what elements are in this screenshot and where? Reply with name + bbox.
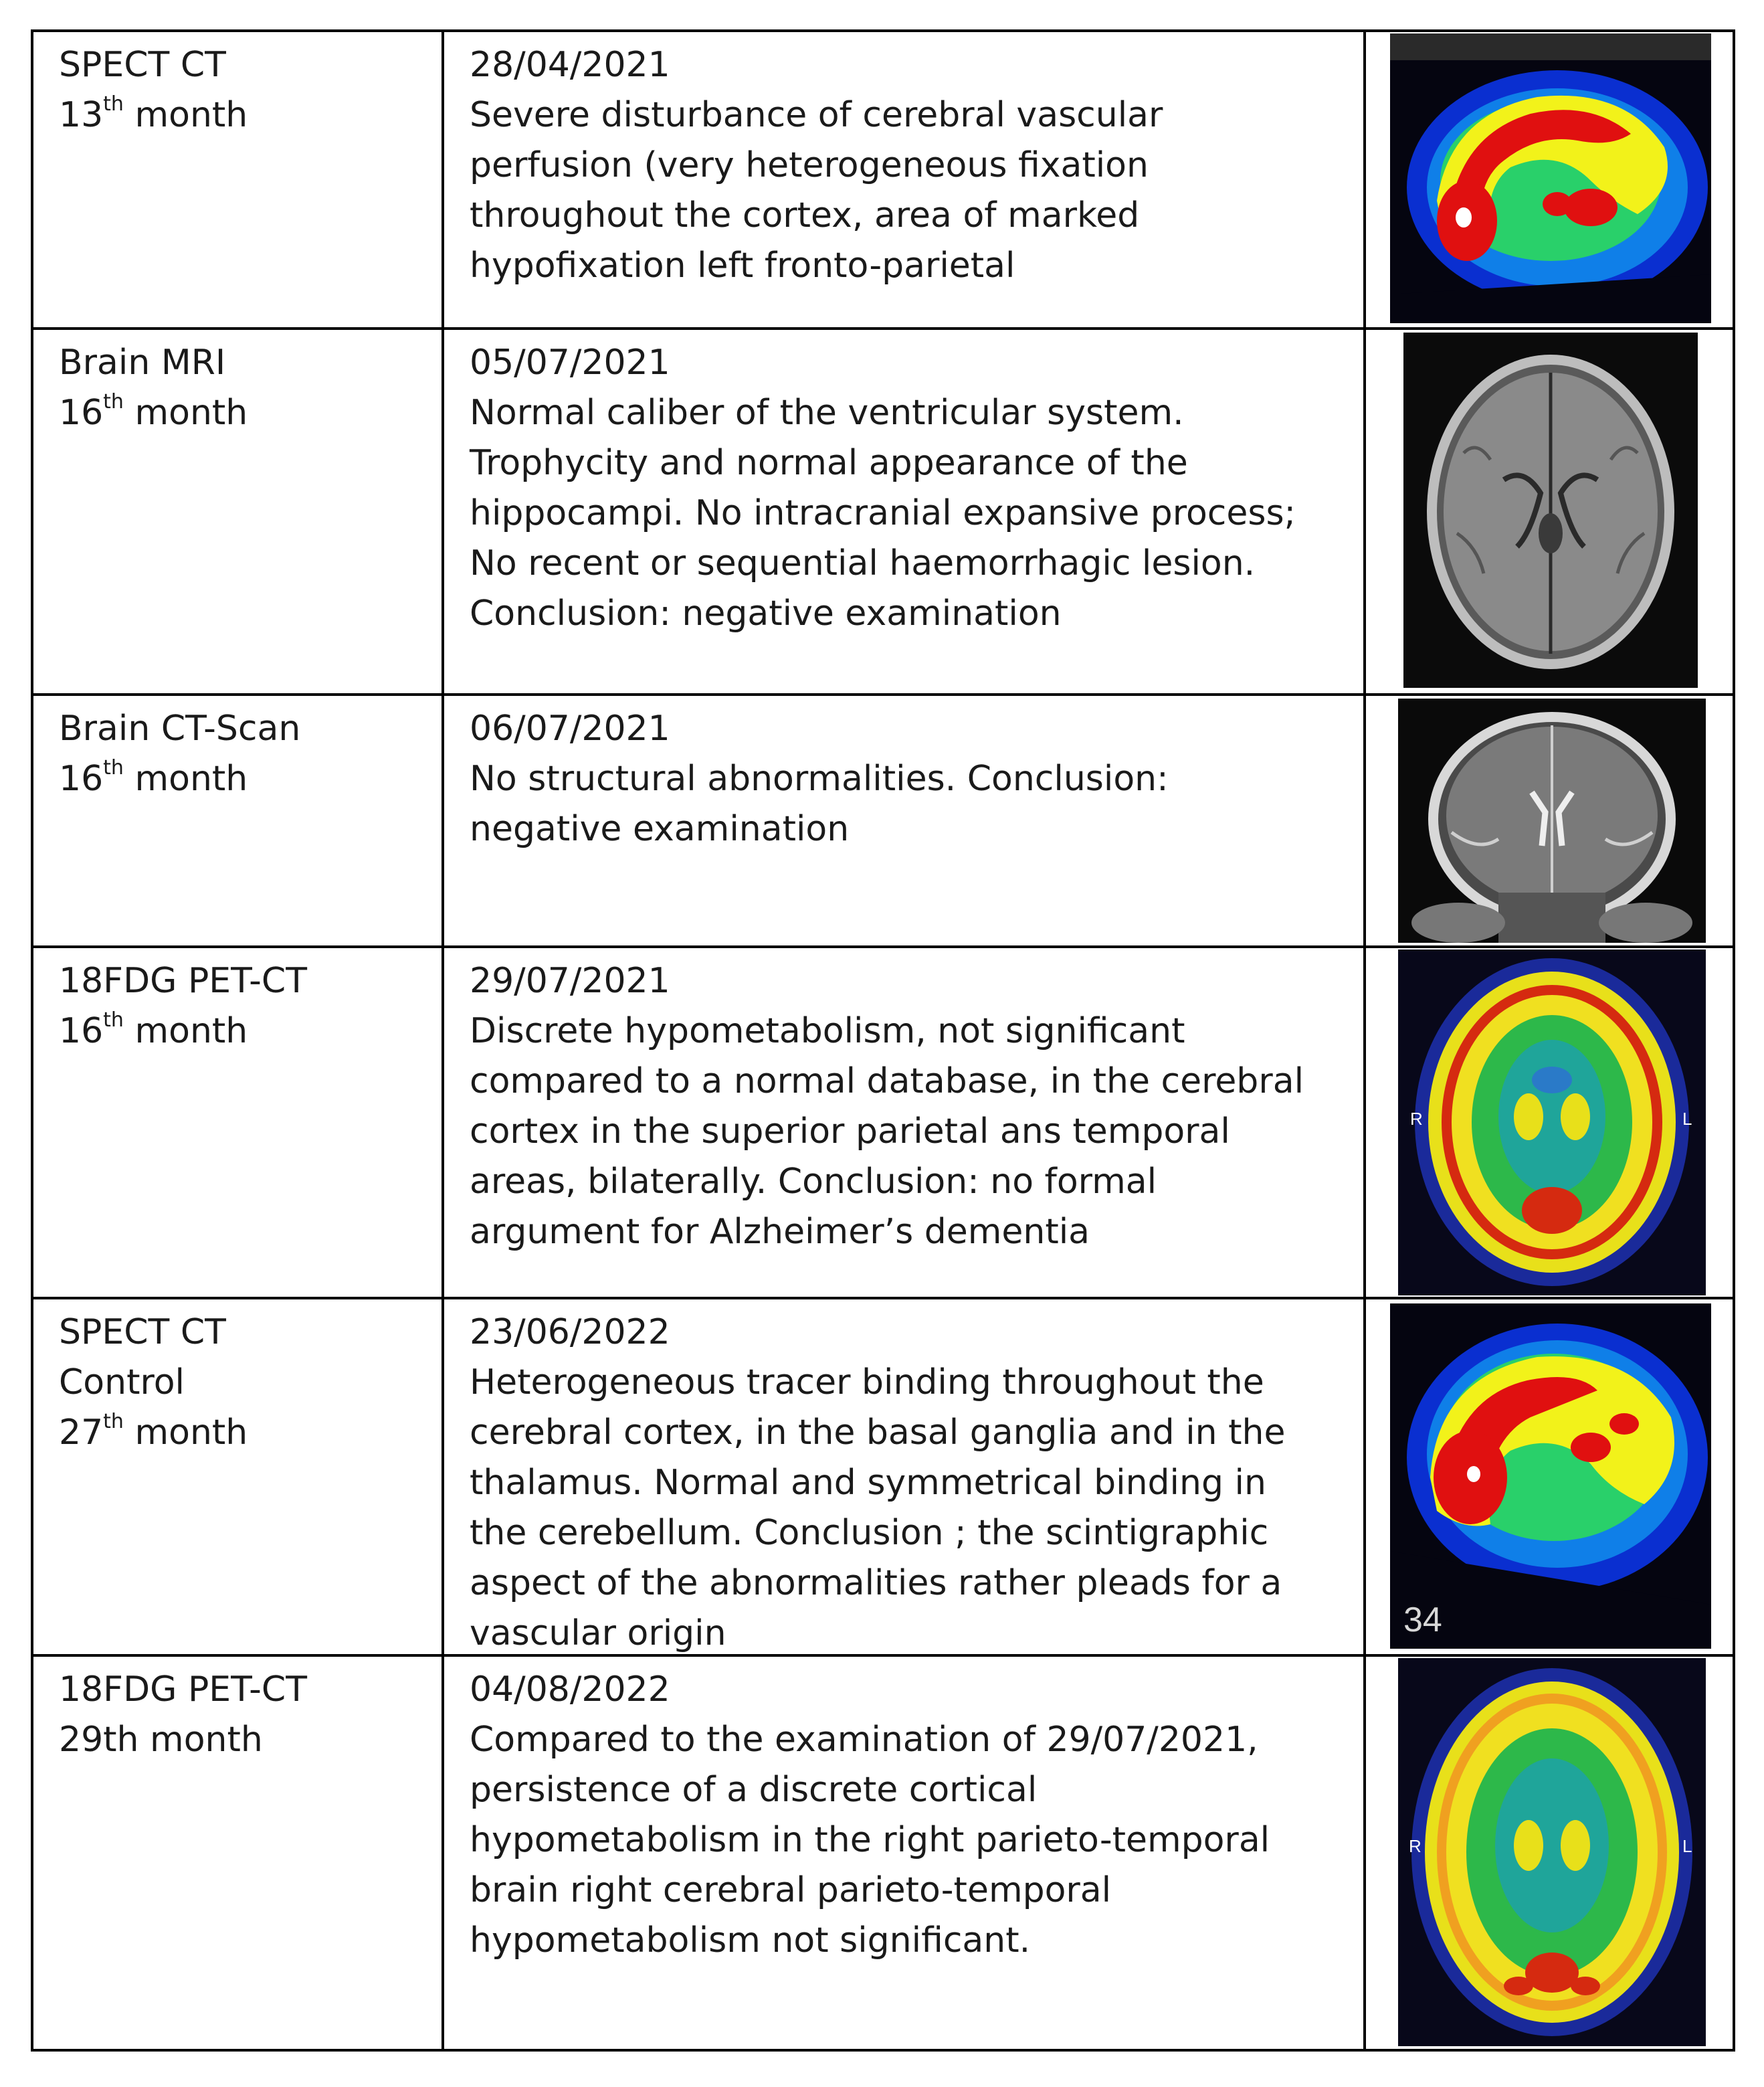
image-label: L	[1682, 1836, 1692, 1856]
exam-date: 06/07/2021	[470, 709, 670, 749]
month-label: 27th month	[59, 1409, 248, 1453]
finding-cell	[470, 1307, 1359, 1659]
findings-table	[31, 29, 1735, 2052]
modality-cell	[59, 40, 433, 141]
finding-line: hippocampi. No intracranial expansive process;	[470, 493, 1296, 533]
table-row	[33, 948, 1733, 1297]
month-label: 16th month	[59, 389, 248, 433]
finding-line: thalamus. Normal and symmetrical binding in	[470, 1463, 1266, 1503]
finding-line: aspect of the abnormalities rather pleads for a	[470, 1563, 1282, 1603]
month-label: 29th month	[59, 1720, 263, 1760]
table-row	[33, 1657, 1733, 2049]
table-row	[33, 696, 1733, 945]
finding-line: areas, bilaterally. Conclusion: no formal	[470, 1162, 1157, 1202]
finding-line: No recent or sequential haemorrhagic lesion.	[470, 543, 1256, 583]
modality-label: Brain CT-Scan	[59, 709, 301, 749]
finding-cell	[470, 1665, 1359, 1966]
spect-sagittal-scan-icon	[1390, 33, 1711, 323]
finding-line: persistence of a discrete cortical	[470, 1770, 1038, 1810]
finding-line: hypometabolism not significant.	[470, 1920, 1031, 1961]
modality-cell	[59, 956, 433, 1057]
finding-line: Conclusion: negative examination	[470, 594, 1062, 634]
image-label: R	[1409, 1836, 1422, 1856]
finding-line: compared to a normal database, in the cerebral	[470, 1061, 1304, 1101]
mri-axial-scan-icon	[1403, 333, 1698, 688]
exam-date: 28/04/2021	[470, 45, 670, 85]
month-label: 16th month	[59, 755, 248, 799]
modality-label: Brain MRI	[59, 343, 226, 383]
modality-cell	[59, 704, 433, 804]
finding-line: Discrete hypometabolism, not significant	[470, 1011, 1185, 1051]
finding-line: Trophycity and normal appearance of the	[470, 443, 1188, 483]
finding-line: perfusion (very heterogeneous fixation	[470, 145, 1149, 185]
table-row	[33, 330, 1733, 693]
finding-line: vascular origin	[470, 1613, 726, 1653]
modality-cell	[59, 1665, 433, 1765]
finding-line: throughout the cortex, area of marked	[470, 195, 1140, 236]
modality-cell	[59, 1307, 433, 1458]
mri-coronal-scan-icon	[1398, 699, 1706, 943]
finding-line: brain right cerebral parieto-temporal	[470, 1870, 1112, 1910]
image-label: 34	[1403, 1601, 1442, 1639]
table-row	[33, 32, 1733, 327]
spect-sagittal-scan-icon	[1390, 1303, 1711, 1649]
modality-label: Control	[59, 1362, 185, 1402]
modality-label: 18FDG PET-CT	[59, 1669, 307, 1710]
finding-line: No structural abnormalities. Conclusion:	[470, 759, 1169, 799]
finding-line: hypometabolism in the right parieto-temporal	[470, 1820, 1270, 1860]
pet-axial-scan-icon	[1398, 949, 1706, 1295]
finding-line: Normal caliber of the ventricular system.	[470, 393, 1184, 433]
finding-line: Severe disturbance of cerebral vascular	[470, 95, 1163, 135]
finding-cell	[470, 40, 1359, 291]
finding-line: Heterogeneous tracer binding throughout the	[470, 1362, 1264, 1402]
finding-cell	[470, 338, 1359, 639]
exam-date: 04/08/2022	[470, 1669, 670, 1710]
finding-line: negative examination	[470, 809, 850, 849]
table-row	[33, 1299, 1733, 1654]
month-label: 16th month	[59, 1008, 248, 1051]
image-label: R	[1410, 1109, 1423, 1129]
modality-label: SPECT CT	[59, 45, 226, 85]
finding-cell	[470, 956, 1359, 1257]
exam-date: 29/07/2021	[470, 961, 670, 1001]
finding-line: argument for Alzheimer’s dementia	[470, 1212, 1090, 1252]
pet-axial-scan-icon	[1398, 1658, 1706, 2046]
modality-label: 18FDG PET-CT	[59, 961, 307, 1001]
finding-cell	[470, 704, 1359, 854]
finding-line: cerebral cortex, in the basal ganglia and in the	[470, 1413, 1286, 1453]
modality-label: SPECT CT	[59, 1312, 226, 1352]
modality-cell	[59, 338, 433, 438]
exam-date: 23/06/2022	[470, 1312, 670, 1352]
exam-date: 05/07/2021	[470, 343, 670, 383]
finding-line: cortex in the superior parietal ans temporal	[470, 1111, 1230, 1152]
finding-line: Compared to the examination of 29/07/2021,	[470, 1720, 1258, 1760]
month-label: 13th month	[59, 92, 248, 135]
finding-line: the cerebellum. Conclusion ; the scintigraphic	[470, 1513, 1269, 1553]
image-label: L	[1682, 1109, 1692, 1129]
finding-line: hypofixation left fronto-parietal	[470, 246, 1015, 286]
